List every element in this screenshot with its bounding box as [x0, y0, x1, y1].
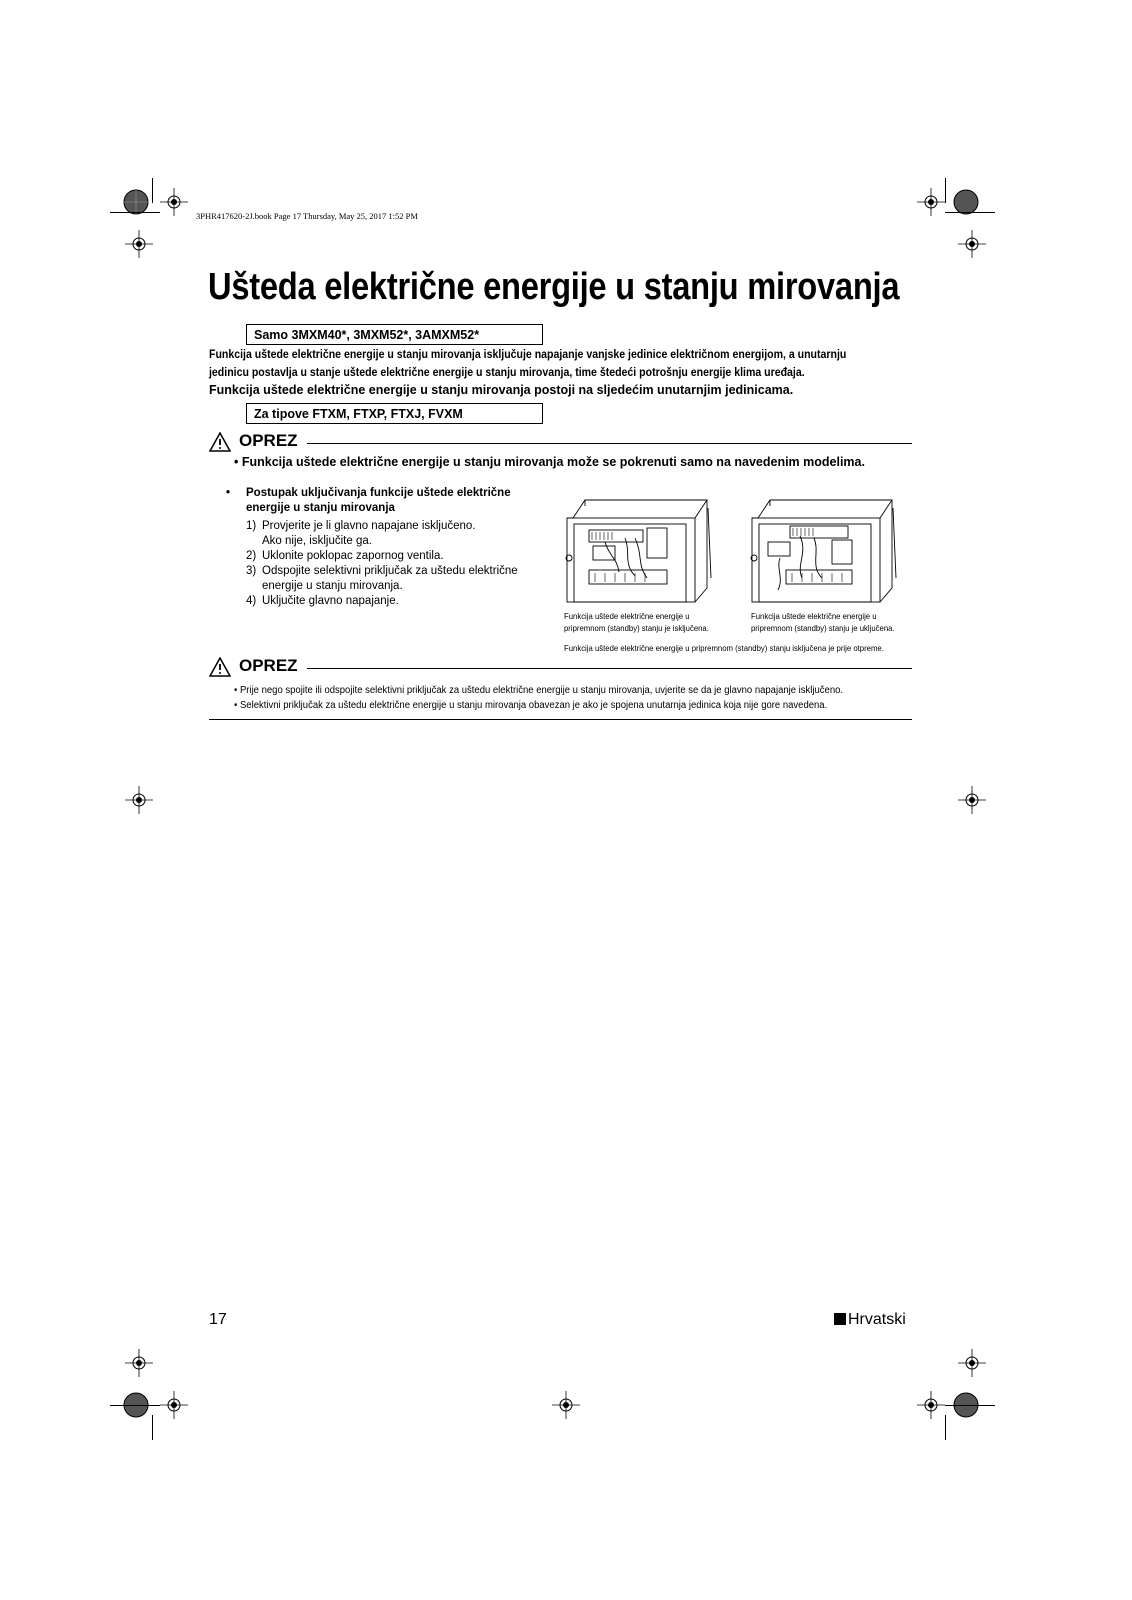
crop-line [945, 178, 946, 203]
registration-mark-bottom-right-side [958, 1349, 986, 1377]
caution-rule [307, 443, 912, 444]
registration-mark-top-left-cross [160, 188, 188, 216]
caption-line: pripremnom (standby) stanju je isključena. [564, 623, 709, 633]
warning-triangle-icon [209, 657, 231, 677]
registration-mark-top-right-cross [917, 188, 945, 216]
types-box: Za tipove FTXM, FTXP, FTXJ, FVXM [246, 403, 543, 424]
language-text: Hrvatski [848, 1311, 906, 1328]
caption-line: pripremnom (standby) stanju je uključena. [751, 623, 895, 633]
intro-paragraph [209, 345, 909, 399]
caption-standby-on [751, 610, 895, 634]
section-end-rule [209, 719, 912, 720]
step-text: Uključite glavno napajanje. [262, 595, 399, 607]
crop-line [945, 212, 995, 213]
crop-line [945, 1405, 995, 1406]
intro-line-2: jedinicu postavlja u stanje uštede električne energije u stanju mirovanja, time štedeći potrošnju energije klima uređaja. [209, 365, 805, 379]
procedure-step [246, 549, 546, 564]
step-text: energije u stanju mirovanja. [262, 580, 403, 592]
caution-header-2 [209, 656, 912, 678]
crop-line [945, 1415, 946, 1440]
procedure [226, 486, 546, 609]
caption-factory-default: Funkcija uštede električne energije u pripremnom (standby) stanju isključena je prije otpreme. [564, 643, 884, 653]
registration-mark-bottom-left-side [125, 1349, 153, 1377]
caution-notes [234, 683, 914, 713]
caption-line: Funkcija uštede električne energije u [564, 611, 690, 621]
registration-mark-mid-right [958, 786, 986, 814]
warning-triangle-icon [209, 432, 231, 452]
registration-mark-bottom-right-cross [917, 1391, 945, 1419]
caution-label: OPREZ [239, 656, 298, 675]
crop-line [152, 1415, 153, 1440]
caption-line: Funkcija uštede električne energije u [751, 611, 877, 621]
caution-note: • Selektivni priključak za uštedu električne energije u stanju mirovanja obavezan je ako je spojena unutarnja jedinica koja nije gore navedena. [234, 700, 828, 711]
step-number: 3) [246, 565, 257, 577]
caution-rule [307, 668, 912, 669]
caution-label: OPREZ [239, 431, 298, 450]
page-title: Ušteda električne energije u stanju mirovanja [208, 266, 900, 308]
procedure-bullet: • [226, 487, 231, 499]
intro-line-3: Funkcija uštede električne energije u stanju mirovanja postoji na sljedećim unutarnjim jedinicama. [209, 383, 794, 397]
procedure-heading-line: energije u stanju mirovanja [246, 502, 395, 514]
caution-text: • Funkcija uštede električne energije u stanju mirovanja može se pokrenuti samo na navedenim modelima. [234, 455, 865, 469]
procedure-heading-line: Postupak uključivanja funkcije uštede električne [246, 487, 511, 499]
step-text: Provjerite je li glavno napajane isključeno. [262, 520, 476, 532]
illustration-standby-on [750, 498, 900, 603]
procedure-step [246, 564, 546, 594]
step-text: Ako nije, isključite ga. [262, 535, 372, 547]
step-number: 2) [246, 550, 257, 562]
caution-header-1 [209, 431, 912, 453]
procedure-step [246, 519, 546, 549]
square-marker-icon [834, 1313, 846, 1325]
registration-mark-top-left-side [125, 230, 153, 258]
crop-line [110, 212, 160, 213]
page-number: 17 [209, 1311, 227, 1328]
procedure-step [246, 594, 546, 609]
step-number: 4) [246, 595, 257, 607]
procedure-steps [226, 519, 546, 609]
book-info: 3PHR417620-2J.book Page 17 Thursday, May 25, 2017 1:52 PM [196, 211, 418, 221]
procedure-heading [226, 486, 546, 516]
illustration-standby-off [565, 498, 715, 603]
crop-line [110, 1405, 160, 1406]
language-label [834, 1311, 906, 1329]
registration-mark-mid-left [125, 786, 153, 814]
crop-line [152, 178, 153, 203]
registration-mark-bottom-left-cross [160, 1391, 188, 1419]
step-text: Uklonite poklopac zapornog ventila. [262, 550, 444, 562]
intro-line-1: Funkcija uštede električne energije u stanju mirovanja isključuje napajanje vanjske jedinice električnom energijom, a unutarnju [209, 347, 847, 361]
caution-note: • Prije nego spojite ili odspojite selektivni priključak za uštedu električne energije u stanju mirovanja, uvjerite se da je glavno napajanje isključeno. [234, 685, 844, 696]
registration-mark-bottom-center [552, 1391, 580, 1419]
caption-standby-off [564, 610, 709, 634]
step-text: Odspojite selektivni priključak za uštedu električne [262, 565, 518, 577]
models-box: Samo 3MXM40*, 3MXM52*, 3AMXM52* [246, 324, 543, 345]
registration-mark-top-right-side [958, 230, 986, 258]
step-number: 1) [246, 520, 257, 532]
